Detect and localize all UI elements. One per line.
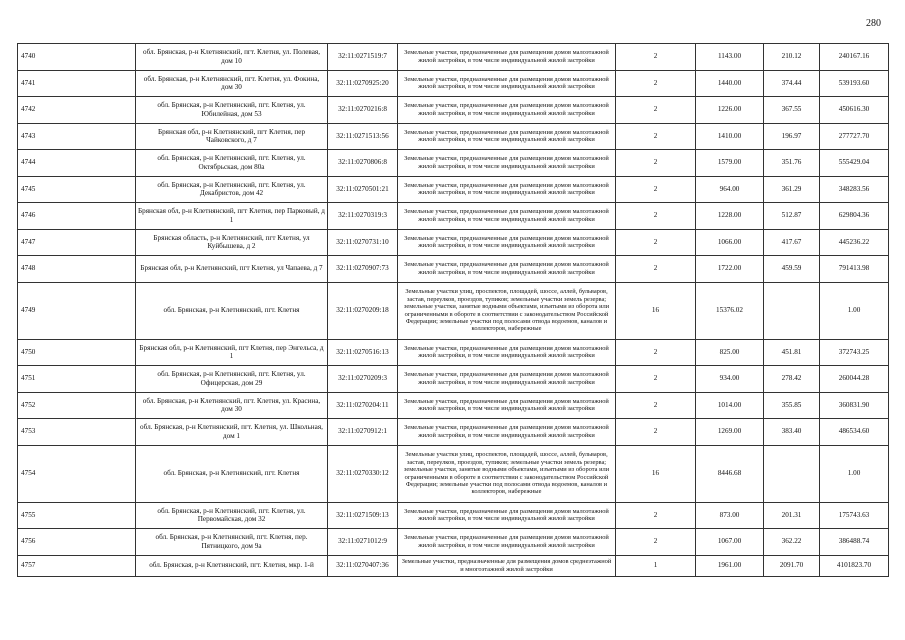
specific-value-cell: 196.97: [764, 123, 820, 150]
page-number: 280: [866, 18, 881, 29]
cadastral-value-cell: 1.00: [820, 282, 889, 339]
specific-value-cell: 362.22: [764, 529, 820, 556]
specific-value-cell: [764, 282, 820, 339]
use-group-cell: 2: [616, 203, 696, 230]
land-purpose-cell: Земельные участки, предназначенные для размещения домов малоэтажной жилой застройки, в том числе индивидуальной жилой застройки: [398, 123, 616, 150]
cadastral-value-cell: 360831.90: [820, 392, 889, 419]
address-cell: обл. Брянская, р-н Клетнянский, пгт. Клетня, ул. Юбилейная, дом 53: [136, 97, 328, 124]
address-cell: обл. Брянская, р-н Клетнянский, пгт. Клетня, ул. Первомайская, дом 32: [136, 502, 328, 529]
land-purpose-cell: Земельные участки, предназначенные для размещения домов малоэтажной жилой застройки, в том числе индивидуальной жилой застройки: [398, 529, 616, 556]
specific-value-cell: [764, 445, 820, 502]
cadastral-value-cell: 277727.70: [820, 123, 889, 150]
cadastral-number-cell: 32:11:0270330:12: [328, 445, 398, 502]
cadastral-number-cell: 32:11:0270501:21: [328, 176, 398, 203]
table-row: [18, 150, 889, 177]
address-cell: обл. Брянская, р-н Клетнянский, пгт. Клетня, пер. Пятницкого, дом 9а: [136, 529, 328, 556]
area-cell: 934.00: [696, 366, 764, 393]
cadastral-number-cell: 32:11:0270907:73: [328, 256, 398, 283]
specific-value-cell: 417.67: [764, 229, 820, 256]
address-cell: обл. Брянская, р-н Клетнянский, пгт. Клетня: [136, 282, 328, 339]
cadastral-number-cell: 32:11:0271513:56: [328, 123, 398, 150]
row-number-cell: 4754: [18, 445, 136, 502]
table-row: [18, 256, 889, 283]
table-row: [18, 44, 889, 71]
cadastral-value-cell: 555429.04: [820, 150, 889, 177]
address-cell: Брянская обл, р-н Клетнянский, пгт Клетня, пер Чайковского, д 7: [136, 123, 328, 150]
address-cell: обл. Брянская, р-н Клетнянский, пгт. Клетня, ул. Декабристов, дом 42: [136, 176, 328, 203]
table-row: [18, 229, 889, 256]
address-cell: обл. Брянская, р-н Клетнянский, пгт. Клетня, ул. Офицерская, дом 29: [136, 366, 328, 393]
area-cell: 1066.00: [696, 229, 764, 256]
cadastral-value-cell: 450616.30: [820, 97, 889, 124]
cadastral-number-cell: 32:11:0270209:3: [328, 366, 398, 393]
specific-value-cell: 355.85: [764, 392, 820, 419]
specific-value-cell: 278.42: [764, 366, 820, 393]
area-cell: 1228.00: [696, 203, 764, 230]
area-cell: 1014.00: [696, 392, 764, 419]
land-purpose-cell: Земельные участки, предназначенные для размещения домов малоэтажной жилой застройки, в том числе индивидуальной жилой застройки: [398, 419, 616, 446]
row-number-cell: 4751: [18, 366, 136, 393]
use-group-cell: 2: [616, 392, 696, 419]
cadastral-number-cell: 32:11:0270806:8: [328, 150, 398, 177]
row-number-cell: 4753: [18, 419, 136, 446]
specific-value-cell: 210.12: [764, 44, 820, 71]
area-cell: 1961.00: [696, 555, 764, 576]
use-group-cell: 2: [616, 97, 696, 124]
specific-value-cell: 451.81: [764, 339, 820, 366]
address-cell: обл. Брянская, р-н Клетнянский, пгт. Клетня, ул. Красина, дом 30: [136, 392, 328, 419]
area-cell: 1722.00: [696, 256, 764, 283]
use-group-cell: 2: [616, 150, 696, 177]
row-number-cell: 4741: [18, 70, 136, 97]
cadastral-number-cell: 32:11:0270216:8: [328, 97, 398, 124]
use-group-cell: 2: [616, 502, 696, 529]
cadastral-value-cell: 372743.25: [820, 339, 889, 366]
row-number-cell: 4755: [18, 502, 136, 529]
cadastral-number-cell: 32:11:0270925:20: [328, 70, 398, 97]
area-cell: 1410.00: [696, 123, 764, 150]
land-purpose-cell: Земельные участки, предназначенные для размещения домов малоэтажной жилой застройки, в том числе индивидуальной жилой застройки: [398, 256, 616, 283]
cadastral-number-cell: 32:11:0270407:36: [328, 555, 398, 576]
cadastral-number-cell: 32:11:0270319:3: [328, 203, 398, 230]
land-purpose-cell: Земельные участки, предназначенные для размещения домов малоэтажной жилой застройки, в том числе индивидуальной жилой застройки: [398, 70, 616, 97]
specific-value-cell: 367.55: [764, 97, 820, 124]
address-cell: Брянская обл, р-н Клетнянский, пгт Клетня, ул Чапаева, д 7: [136, 256, 328, 283]
cadastral-number-cell: 32:11:0270912:1: [328, 419, 398, 446]
use-group-cell: 2: [616, 123, 696, 150]
cadastral-value-cell: 348283.56: [820, 176, 889, 203]
specific-value-cell: 459.59: [764, 256, 820, 283]
row-number-cell: 4746: [18, 203, 136, 230]
table-row: [18, 445, 889, 502]
land-purpose-cell: Земельные участки, предназначенные для размещения домов малоэтажной жилой застройки, в том числе индивидуальной жилой застройки: [398, 97, 616, 124]
area-cell: 1579.00: [696, 150, 764, 177]
table-row: [18, 366, 889, 393]
table-row: [18, 123, 889, 150]
land-purpose-cell: Земельные участки, предназначенные для размещения домов среднеэтажной и многоэтажной жилой застройки: [398, 555, 616, 576]
table-row: [18, 529, 889, 556]
use-group-cell: 2: [616, 44, 696, 71]
use-group-cell: 16: [616, 282, 696, 339]
table-row: [18, 555, 889, 576]
use-group-cell: 2: [616, 529, 696, 556]
cadastral-value-cell: 240167.16: [820, 44, 889, 71]
area-cell: 1269.00: [696, 419, 764, 446]
land-purpose-cell: Земельные участки, предназначенные для размещения домов малоэтажной жилой застройки, в том числе индивидуальной жилой застройки: [398, 203, 616, 230]
land-purpose-cell: Земельные участки, предназначенные для размещения домов малоэтажной жилой застройки, в том числе индивидуальной жилой застройки: [398, 366, 616, 393]
address-cell: обл. Брянская, р-н Клетнянский, пгт. Клетня, ул. Полевая, дом 10: [136, 44, 328, 71]
cadastral-value-cell: 260044.28: [820, 366, 889, 393]
specific-value-cell: 512.87: [764, 203, 820, 230]
table-row: [18, 282, 889, 339]
registry-body: [18, 44, 889, 577]
land-purpose-cell: Земельные участки, предназначенные для размещения домов малоэтажной жилой застройки, в том числе индивидуальной жилой застройки: [398, 150, 616, 177]
area-cell: 873.00: [696, 502, 764, 529]
cadastral-value-cell: 4101823.70: [820, 555, 889, 576]
use-group-cell: 2: [616, 229, 696, 256]
area-cell: 15376.02: [696, 282, 764, 339]
cadastral-value-cell: 486534.60: [820, 419, 889, 446]
address-cell: Брянская область, р-н Клетнянский, пгт Клетня, ул Куйбышева, д 2: [136, 229, 328, 256]
address-cell: обл. Брянская, р-н Клетнянский, пгт. Клетня: [136, 445, 328, 502]
table-row: [18, 502, 889, 529]
table-row: [18, 203, 889, 230]
cadastral-number-cell: 32:11:0271012:9: [328, 529, 398, 556]
table-row: [18, 176, 889, 203]
cadastral-number-cell: 32:11:0271509:13: [328, 502, 398, 529]
specific-value-cell: 351.76: [764, 150, 820, 177]
cadastral-number-cell: 32:11:0270731:10: [328, 229, 398, 256]
address-cell: обл. Брянская, р-н Клетнянский, пгт. Клетня, ул. Школьная, дом 1: [136, 419, 328, 446]
row-number-cell: 4756: [18, 529, 136, 556]
land-registry-table: [17, 43, 889, 577]
cadastral-value-cell: 629804.36: [820, 203, 889, 230]
area-cell: 964.00: [696, 176, 764, 203]
area-cell: 1143.00: [696, 44, 764, 71]
cadastral-value-cell: 386488.74: [820, 529, 889, 556]
land-purpose-cell: Земельные участки, предназначенные для размещения домов малоэтажной жилой застройки, в том числе индивидуальной жилой застройки: [398, 392, 616, 419]
use-group-cell: 2: [616, 419, 696, 446]
land-purpose-cell: Земельные участки улиц, проспектов, площадей, шоссе, аллей, бульваров, застав, переулков, проездов, тупиков; земельные участки земель резерва; земельные участки, занятые водными объектами, изъятыми из оборота или ограниченными в обороте в соответствии с законодательством Российской Федерации; земельные участки под полосами отвода водоемов, каналов и коллекторов, набережные: [398, 445, 616, 502]
row-number-cell: 4752: [18, 392, 136, 419]
row-number-cell: 4748: [18, 256, 136, 283]
address-cell: обл. Брянская, р-н Клетнянский, пгт. Клетня, мкр. 1-й: [136, 555, 328, 576]
specific-value-cell: 2091.70: [764, 555, 820, 576]
land-purpose-cell: Земельные участки улиц, проспектов, площадей, шоссе, аллей, бульваров, застав, переулков, проездов, тупиков; земельные участки земель резерва; земельные участки, занятые водными объектами, изъятыми из оборота или ограниченными в обороте в соответствии с законодательством Российской Федерации; земельные участки под полосами отвода водоемов, каналов и коллекторов, набережные: [398, 282, 616, 339]
cadastral-number-cell: 32:11:0270204:11: [328, 392, 398, 419]
address-cell: обл. Брянская, р-н Клетнянский, пгт. Клетня, ул. Октябрьская, дом 80а: [136, 150, 328, 177]
use-group-cell: 2: [616, 366, 696, 393]
land-purpose-cell: Земельные участки, предназначенные для размещения домов малоэтажной жилой застройки, в том числе индивидуальной жилой застройки: [398, 229, 616, 256]
row-number-cell: 4745: [18, 176, 136, 203]
table-row: [18, 70, 889, 97]
row-number-cell: 4757: [18, 555, 136, 576]
table-row: [18, 97, 889, 124]
area-cell: 8446.68: [696, 445, 764, 502]
cadastral-value-cell: 445236.22: [820, 229, 889, 256]
specific-value-cell: 361.29: [764, 176, 820, 203]
cadastral-value-cell: 539193.60: [820, 70, 889, 97]
row-number-cell: 4747: [18, 229, 136, 256]
cadastral-number-cell: 32:11:0270516:13: [328, 339, 398, 366]
address-cell: обл. Брянская, р-н Клетнянский, пгт. Клетня, ул. Фокина, дом 30: [136, 70, 328, 97]
table-row: [18, 419, 889, 446]
address-cell: Брянская обл, р-н Клетнянский, пгт Клетня, пер Энгельса, д 1: [136, 339, 328, 366]
row-number-cell: 4750: [18, 339, 136, 366]
use-group-cell: 16: [616, 445, 696, 502]
cadastral-value-cell: 791413.98: [820, 256, 889, 283]
table-row: [18, 339, 889, 366]
row-number-cell: 4740: [18, 44, 136, 71]
use-group-cell: 2: [616, 70, 696, 97]
cadastral-number-cell: 32:11:0271519:7: [328, 44, 398, 71]
use-group-cell: 2: [616, 176, 696, 203]
row-number-cell: 4749: [18, 282, 136, 339]
land-purpose-cell: Земельные участки, предназначенные для размещения домов малоэтажной жилой застройки, в том числе индивидуальной жилой застройки: [398, 176, 616, 203]
land-purpose-cell: Земельные участки, предназначенные для размещения домов малоэтажной жилой застройки, в том числе индивидуальной жилой застройки: [398, 44, 616, 71]
cadastral-value-cell: 1.00: [820, 445, 889, 502]
land-purpose-cell: Земельные участки, предназначенные для размещения домов малоэтажной жилой застройки, в том числе индивидуальной жилой застройки: [398, 502, 616, 529]
land-purpose-cell: Земельные участки, предназначенные для размещения домов малоэтажной жилой застройки, в том числе индивидуальной жилой застройки: [398, 339, 616, 366]
area-cell: 1067.00: [696, 529, 764, 556]
specific-value-cell: 201.31: [764, 502, 820, 529]
area-cell: 825.00: [696, 339, 764, 366]
use-group-cell: 1: [616, 555, 696, 576]
row-number-cell: 4744: [18, 150, 136, 177]
cadastral-value-cell: 175743.63: [820, 502, 889, 529]
area-cell: 1226.00: [696, 97, 764, 124]
specific-value-cell: 374.44: [764, 70, 820, 97]
row-number-cell: 4742: [18, 97, 136, 124]
use-group-cell: 2: [616, 256, 696, 283]
table-row: [18, 392, 889, 419]
cadastral-number-cell: 32:11:0270209:18: [328, 282, 398, 339]
area-cell: 1440.00: [696, 70, 764, 97]
use-group-cell: 2: [616, 339, 696, 366]
address-cell: Брянская обл, р-н Клетнянский, пгт Клетня, пер Парковый, д 1: [136, 203, 328, 230]
specific-value-cell: 383.40: [764, 419, 820, 446]
row-number-cell: 4743: [18, 123, 136, 150]
